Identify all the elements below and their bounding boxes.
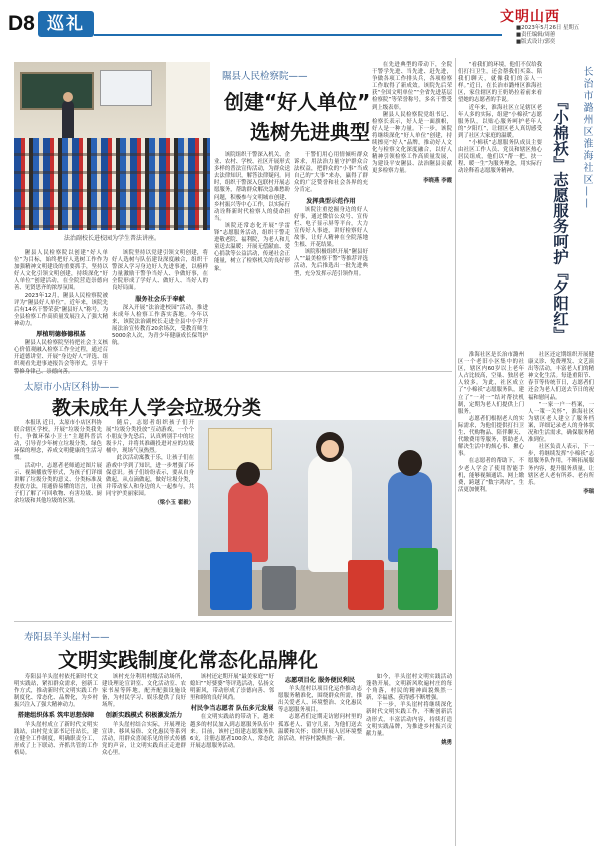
body-paragraph: 深入开展“法治进校园”活动，推进未成年人检察工作落实落地。今年以来，该院法治副校长走进全县中小学开展法治宣传教育20余场次，受教育师生5000余人次，为青少年健康成长保驾护航。 <box>112 304 208 347</box>
page-number: D8 <box>8 12 35 35</box>
body-paragraph: 社区负责人表示，下一步，将继续发挥“小棉袄”志愿服务队作用，不断拓展服务内容，提升服务质量，让辖区老人老有所养、老有所乐。 <box>528 444 594 486</box>
body-paragraph: “小棉袄”志愿服务队成员主要由社区工作人员、党员和辖区热心居民组成，他们以“帮一把、扶一程、暖一生”为服务理念，用实际行动诠释着志愿服务精神。 <box>458 140 542 175</box>
masthead-logo: 文明山西 <box>500 9 560 25</box>
issue-date: ■2023年5月26日 星期五 <box>516 25 580 31</box>
article-column <box>278 674 362 844</box>
body-paragraph: 随后，志愿者组织孩子们开展“垃圾分类投放”互动游戏，一个个小朋友争先恐后，认真辨别手中的垃圾卡片，并将其准确投进对应的垃圾桶中，现场气氛热烈。 <box>106 420 194 455</box>
student-rows <box>14 138 210 230</box>
window-light <box>166 62 210 138</box>
body-paragraph: 志愿者们根据老人的实际需求，为他们提供打扫卫生、代购物品、陪伴聊天、代缴费用等服务，帮助老人解决生活中的烦心事、揪心事。 <box>458 415 524 458</box>
article-column <box>190 674 274 844</box>
garbage-sorting-photo <box>198 420 452 616</box>
body-paragraph: 羊头崖村成立了新时代文明实践站，由村党支部书记任站长，建立健全工作制度，明确职责分工，形成了上下联动、齐抓共管的工作格局。 <box>14 721 98 756</box>
body-paragraph: 如今，羊头崖村文明实践活动蓬勃开展，文明新风吹遍村庄的每个角落，村民的精神面貌焕然一新，幸福感、获得感不断增强。 <box>366 674 452 702</box>
byline: 姚勇 <box>441 739 452 746</box>
body-paragraph: 志愿者们定期走访慰问村里的孤寡老人、留守儿童，为他们送去温暖和关怀；组织开展人居环境整治活动，村容村貌焕然一新。 <box>278 714 362 742</box>
article-kicker: 长治市潞州区淮海社区—— <box>581 66 592 210</box>
body-paragraph: 淮海社区是长治市潞州区一个老旧小区集中的社区，辖区内60岁以上老年人占比较高，空巢、独居老人较多。为此，社区成立了“小棉袄”志愿服务队，建立了“一对一”结对帮扶机制，定期为老人们提供上门服务。 <box>458 352 524 415</box>
teacher-figure <box>62 100 74 142</box>
article-column <box>294 152 368 368</box>
hazardous-bin <box>348 560 384 610</box>
body-paragraph: 在文明实践站的带动下，越来越多的村民加入到志愿服务队伍中来。目前，该村已组建志愿服务队6支，注册志愿者100余人，常态化开展志愿服务活动。 <box>190 714 274 749</box>
article-column <box>14 250 108 375</box>
article-column <box>366 674 452 844</box>
body-paragraph: 该院组织干警深入机关、企业、农村、学校、社区开展形式多样的普法宣传活动，为群众送去法律知识，解答法律疑问。同时，组织干警深入包联村开展志愿服务，帮助群众解决急难愁盼问题，积极参与文明城市创建、乡村振兴等中心工作，以实际行动诠释新时代检察人的使命担当。 <box>214 152 290 222</box>
body-paragraph: 在先进典型的带动下，全院干警学先进、当先进、赶先进，争做各项工作排头兵，各项检察工作取得了新成效。该院先后荣获“全国文明单位”“全省先进基层检察院”等荣誉称号，多名干警受到上级表彰。 <box>372 62 452 111</box>
column-divider <box>455 58 456 846</box>
body-paragraph: 该院还常态化开展“学雷锋”志愿服务活动，组织干警走进敬老院、福利院，为老人和儿童送去温暖；开展无偿献血、爱心捐款等公益活动，传递社会正能量，树立了检察机关的良好形象。 <box>214 222 290 272</box>
subheading: 厚植明德修德根基 <box>36 331 86 339</box>
header-rule <box>94 34 502 36</box>
article-column <box>528 352 594 844</box>
byline: （梁小玉 翟毅） <box>154 500 194 507</box>
subheading: 志愿项目化 服务便民利民 <box>284 677 356 684</box>
girl-figure <box>308 454 352 572</box>
section-divider <box>14 621 452 622</box>
body-paragraph: 隰县人民检察院党组书记、检察长表示，好人是一面旗帜，好人是一种力量。下一步，该院将继续深化“好人单位”创建，持续擦亮“好人”品牌，推动好人文化与检察文化深度融合，以好人精神引领检察工作高质量发展，为建设平安隰县、法治隰县贡献更多检察力量。 <box>372 111 452 175</box>
child-head <box>236 462 260 486</box>
body-paragraph: 羊头崖村结合实际，开展理论宣讲、移风易俗、文化惠民等系列活动，用群众喜闻乐见的形式传播党的声音，让文明实践真正走进群众心里。 <box>102 721 186 756</box>
subheading: 搭建组织体系 筑牢思想保障 <box>17 712 95 720</box>
body-paragraph: 社区还定期组织开展健康义诊、免费理发、文艺演出等活动，丰富老人们的精神文化生活。每逢重阳节、春节等传统节日，志愿者们还会为老人们送去节日的祝福和慰问品。 <box>528 352 594 401</box>
subheading: 发挥典型示范作用 <box>306 197 356 205</box>
child-figure <box>228 482 268 562</box>
subheading: 创新实践模式 积极激发活力 <box>105 712 183 720</box>
article-title: 『小棉袄』志愿服务呵护『夕阳红』 <box>551 94 569 342</box>
body-paragraph: “一家一户一档案，一人一策一关怀”，淮海社区为辖区老人建立了服务档案，详细记录老人的身体状况和生活需求，确保服务精准到位。 <box>528 401 594 444</box>
issue-meta <box>516 25 596 46</box>
body-paragraph: 隰县人民检察院坚持把社会主义核心价值观融入检察工作全过程，通过召开道德讲堂、开展“身边好人”评选、组织观看先进事迹报告会等形式，引导干警修身律己、崇德向善。 <box>14 340 108 375</box>
article-column <box>112 250 208 368</box>
issue-designer: ■版式设计/郭奕 <box>516 39 556 45</box>
teacher-head <box>63 92 73 102</box>
projection-screen <box>100 70 152 106</box>
kitchen-waste-bin <box>398 548 438 610</box>
issue-editor: ■责任编辑/周蕙 <box>516 32 556 38</box>
classroom-photo <box>14 62 210 230</box>
article-kicker: 太原市小店区科协—— <box>24 382 120 393</box>
body-paragraph: 在志愿者的帮助下，不少老人学会了使用智能手机，能够视频通话、网上缴费，跨越了“数字鸿沟”，生活更加便利。 <box>458 458 524 493</box>
girl-face <box>321 440 339 458</box>
article-title: 选树先进典型 <box>250 120 370 144</box>
body-paragraph: 干警们用心用情倾听群众诉求，用法治力量守护群众合法权益，把群众的“小事”当成自己的“大事”来办，赢得了群众的广泛赞誉和社会各界的充分肯定。 <box>294 152 368 194</box>
article-column <box>14 420 102 618</box>
body-paragraph: 下一步，羊头崖村将继续深化新时代文明实践工作，不断创新活动形式，丰富活动内容，持续打造文明实践品牌，为推进乡村振兴贡献力量。 <box>366 702 452 737</box>
article-column <box>102 674 186 844</box>
body-paragraph: 该院坚持以党建引领文明创建，将好人选树与队伍建设深度融合，组织干警深入学习身边好人先进事迹，以榜样力量激励干警争当好人、争做好事，在全院形成了学好人、做好人、当好人的良好局面。 <box>112 250 208 292</box>
article-title: 教未成年人学会垃圾分类 <box>52 397 262 419</box>
body-paragraph: 羊头崖村以项目化运作推动志愿服务精准化，围绕群众所需，推出关爱老人、环境整治、文化惠民等志愿服务项目。 <box>278 686 362 714</box>
body-paragraph: 2023年12月，隰县人民检察院被评为“隰县好人单位”。近年来，该院先后有14名干警荣获“隰县好人”称号，为全县检察工作高质量发展注入了强大精神动力。 <box>14 292 108 327</box>
byline: 李瑞 <box>583 488 594 495</box>
body-paragraph: 寿阳县羊头崖村依托新时代文明实践站，紧扣群众需求，创新工作方式，推动新时代文明实践工作制度化、常态化、品牌化，为乡村振兴注入了强大精神动力。 <box>14 674 98 709</box>
subheading: 服务社会乐于奉献 <box>135 295 185 303</box>
byline: 李晓燕 李霞 <box>423 177 452 184</box>
article-title: 创建“好人单位” <box>224 90 371 114</box>
other-waste-bin <box>262 566 296 610</box>
article-column <box>372 62 452 368</box>
article-column <box>458 62 542 345</box>
body-paragraph: 本报讯 近日，太原市小店区科协联合辖区学校，开展“垃圾分类我先行，争做环保小卫士”主题科普活动，引导青少年树立垃圾分类、绿色环保的理念，养成文明健康的生活习惯。 <box>14 420 102 462</box>
body-paragraph: 活动中，志愿者老师通过图片展示、视频播放等形式，为孩子们详细讲解了垃圾分类的意义、分类标准及投放方法，用通俗易懂的语言，让孩子们了解了可回收物、有害垃圾、厨余垃圾和其他垃圾的区别。 <box>14 462 102 505</box>
photo-caption: 法治副校长进校园为学生普法讲座。 <box>63 235 160 242</box>
body-paragraph: 该院注重挖掘身边的好人好事，通过微信公众号、宣传栏、电子显示屏等平台，大力宣传好人事迹，讲好检察好人故事，让好人精神在全院落地生根、开花结果。 <box>294 206 368 249</box>
child-head <box>398 450 422 476</box>
blackboard <box>20 72 94 110</box>
body-paragraph: 该院积极组织开展“隰县好人”“最美检察干警”等推荐评选活动，先后推选出一批先进典型，充分发挥示范引领作用。 <box>294 249 368 277</box>
section-tab: 巡礼 <box>38 11 94 37</box>
body-paragraph: 隰县人民检察院以创建“好人单位”为目标，始终把好人选树工作作为加强精神文明建设的重要抓手，坚持以好人文化引领文明创建，持续深化“好人单位”创建活动，在全院营造崇德向善、见贤思齐的浓厚氛围。 <box>14 250 108 292</box>
article-column <box>214 152 290 368</box>
article-column <box>106 420 194 618</box>
article-column <box>458 352 524 844</box>
body-paragraph: 此次活动寓教于乐，让孩子们在游戏中学到了知识，进一步增强了环保意识。孩子们纷纷表示，要从自身做起，从点滴做起，做好垃圾分类，并带动家人和身边的人一起参与，共同守护美丽家园。 <box>106 455 194 497</box>
body-paragraph: “看我们的环境，他们不仅给我们打扫卫生，还会帮我们买菜、陪我们聊天，就像我们的亲人一样。”近日，在长治市潞州区淮海社区，家住辖区的王奶奶拉着前来看望她的志愿者的手说。 <box>458 62 542 104</box>
body-paragraph: 该村还定期开展“最美家庭”“好媳妇”“好婆婆”等评选活动，弘扬文明新风，带动形成了崇德向善、邻里和睦的良好风尚。 <box>190 674 274 702</box>
body-paragraph: 该村充分利用村级活动场所，建设理论宣讲室、文化活动室、农家书屋等阵地，配齐配强设施设备，为村民学习、娱乐提供了良好场所。 <box>102 674 186 709</box>
article-kicker: 寿阳县羊头崖村—— <box>24 632 110 643</box>
subheading: 村民争当志愿者 队伍多元发展 <box>190 705 274 713</box>
article-kicker: 隰县人民检察院—— <box>222 71 308 82</box>
article-column <box>14 674 98 844</box>
article-title: 文明实践制度化常态化品牌化 <box>58 648 318 672</box>
recyclable-bin <box>210 552 252 610</box>
body-paragraph: 近年来，淮海社区立足辖区老年人多的实际，组建“小棉袄”志愿服务队，以贴心服务呵护老年人的“夕阳红”，让辖区老人真切感受到了社区大家庭的温暖。 <box>458 104 542 139</box>
